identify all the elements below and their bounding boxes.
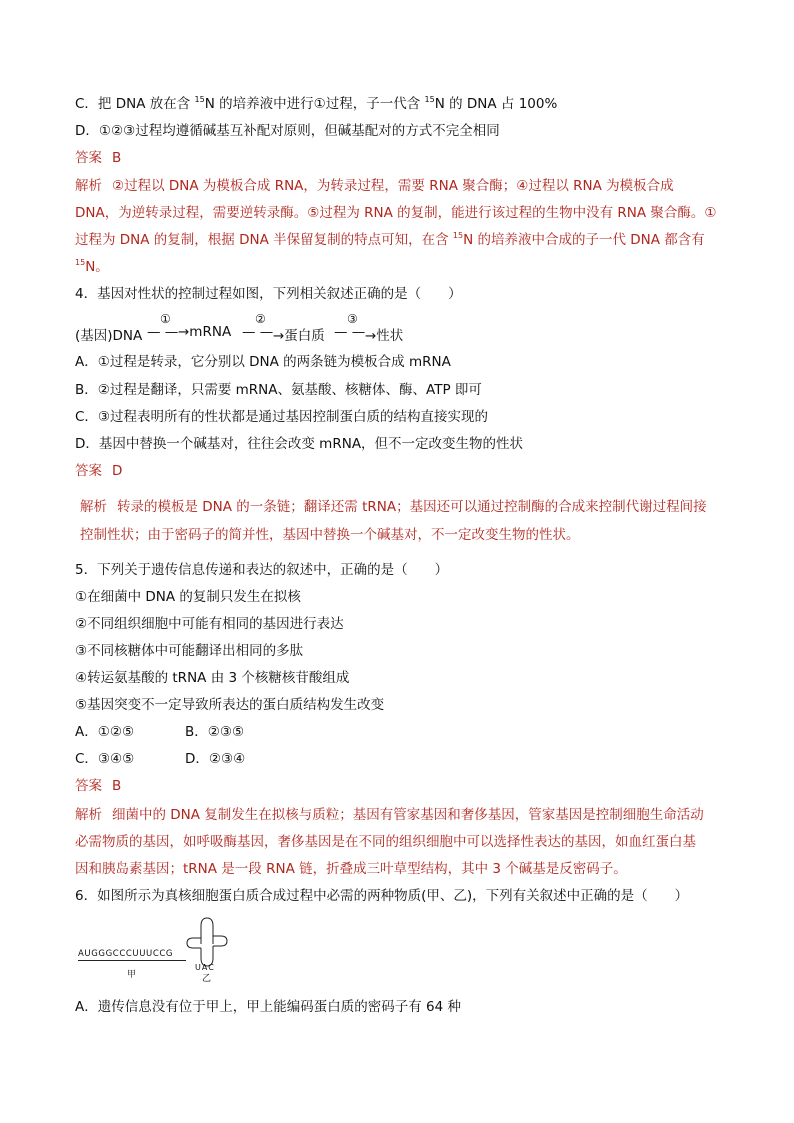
q5-analysis-line-3: 因和胰岛素基因；tRNA 是一段 RNA 链，折叠成三叶草型结构，其中 3 个碱基是反密码子。 bbox=[75, 861, 627, 877]
process-step-2: ② bbox=[255, 312, 266, 326]
q6-option-a: A．遗传信息没有位于甲上，甲上能编码蛋白质的密码子有 64 种 bbox=[75, 999, 461, 1015]
q4-stem: 4．基因对性状的控制过程如图，下列相关叙述正确的是（ ） bbox=[75, 286, 462, 302]
q5-stem: 5．下列关于遗传信息传递和表达的叙述中，正确的是（ ） bbox=[75, 562, 449, 578]
q3-analysis-line-3: 过程为 DNA 的复制，根据 DNA 半保留复制的特点可知，在含 $^{15}$N 的培养液中合成的子一代 DNA 都含有 bbox=[75, 231, 705, 248]
process-mrna: →mRNA bbox=[178, 324, 232, 340]
q4-answer: 答案 D bbox=[75, 463, 123, 479]
q5-analysis-line-2: 必需物质的基因，如呼吸酶基因，奢侈基因是在不同的组织细胞中可以选择性表达的基因，如血红蛋白基 bbox=[75, 834, 696, 850]
q6-stem: 6．如图所示为真核细胞蛋白质合成过程中必需的两种物质(甲、乙)，下列有关叙述中正确的是（ ） bbox=[75, 888, 689, 904]
q5-item-3: ③不同核糖体中可能翻译出相同的多肽 bbox=[75, 643, 304, 659]
process-step-3: ③ bbox=[347, 312, 358, 326]
process-trait: →性状 bbox=[365, 328, 404, 344]
q5-analysis-line-1: 解析 细菌中的 DNA 复制发生在拟核与质粒；基因有管家基因和奢侈基因，管家基因是控制细胞生命活动 bbox=[75, 807, 704, 823]
q5-item-5: ⑤基因突变不一定导致所表达的蛋白质结构发生改变 bbox=[75, 697, 385, 713]
q5-options-ab bbox=[75, 722, 735, 742]
q5-item-2: ②不同组织细胞中可能有相同的基因进行表达 bbox=[75, 616, 344, 632]
q3-option-c: C．把 DNA 放在含 $^{15}$N 的培养液中进行①过程，子一代含 $^{15}$N 的 DNA 占 100% bbox=[75, 95, 558, 112]
anticodon: UAC bbox=[195, 963, 215, 972]
q5-option-c: C．③④⑤ bbox=[75, 751, 135, 767]
q4-process-diagram: (基因)DNA — — ① →mRNA — — ② →蛋白质 — — ③ →性状 bbox=[75, 312, 404, 344]
trna-cloverleaf-icon bbox=[75, 912, 255, 982]
process-step-1: ① bbox=[160, 312, 171, 326]
q4-analysis-line-1: 解析 转录的模板是 DNA 的一条链；翻译还需 tRNA；基因还可以通过控制酶的合成来控制代谢过程间接 bbox=[80, 499, 707, 515]
q5-option-b: B．②③⑤ bbox=[185, 724, 245, 740]
q5-item-1: ①在细菌中 DNA 的复制只发生在拟核 bbox=[75, 589, 301, 605]
process-protein: →蛋白质 bbox=[273, 328, 325, 344]
q4-option-d: D．基因中替换一个碱基对，往往会改变 mRNA，但不一定改变生物的性状 bbox=[75, 436, 524, 452]
q5-option-a: A．①②⑤ bbox=[75, 724, 135, 740]
q5-options-cd bbox=[75, 749, 735, 769]
q4-option-a: A．①过程是转录，它分别以 DNA 的两条链为模板合成 mRNA bbox=[75, 354, 451, 370]
q5-item-4: ④转运氨基酸的 tRNA 由 3 个核糖核苷酸组成 bbox=[75, 670, 350, 686]
q4-option-b: B．②过程是翻译，只需要 mRNA、氨基酸、核糖体、酶、ATP 即可 bbox=[75, 382, 482, 398]
trna-label: 乙 bbox=[202, 974, 212, 984]
process-gene: (基因)DNA bbox=[75, 328, 143, 344]
q4-analysis-line-2: 控制性状；由于密码子的简并性，基因中替换一个碱基对，不一定改变生物的性状。 bbox=[80, 527, 580, 543]
q3-answer: 答案 B bbox=[75, 150, 122, 166]
q3-analysis-line-1: 解析 ②过程以 DNA 为模板合成 RNA，为转录过程，需要 RNA 聚合酶；④过程以 RNA 为模板合成 bbox=[75, 178, 674, 194]
q6-figure bbox=[75, 912, 255, 982]
q5-option-d: D．②③④ bbox=[185, 751, 246, 767]
q3-analysis-line-4: $^{15}$N。 bbox=[75, 258, 109, 275]
mrna-sequence: AUGGGCCCUUUCCG bbox=[78, 949, 174, 959]
mrna-label: 甲 bbox=[127, 970, 137, 980]
q5-answer: 答案 B bbox=[75, 778, 122, 794]
q4-option-c: C．③过程表明所有的性状都是通过基因控制蛋白质的结构直接实现的 bbox=[75, 409, 489, 425]
q3-option-d: D．①②③过程均遵循碱基互补配对原则，但碱基配对的方式不完全相同 bbox=[75, 123, 500, 139]
q3-analysis-line-2: DNA，为逆转录过程，需要逆转录酶。⑤过程为 RNA 的复制，能进行该过程的生物中没有 RNA 聚合酶。① bbox=[75, 205, 717, 221]
